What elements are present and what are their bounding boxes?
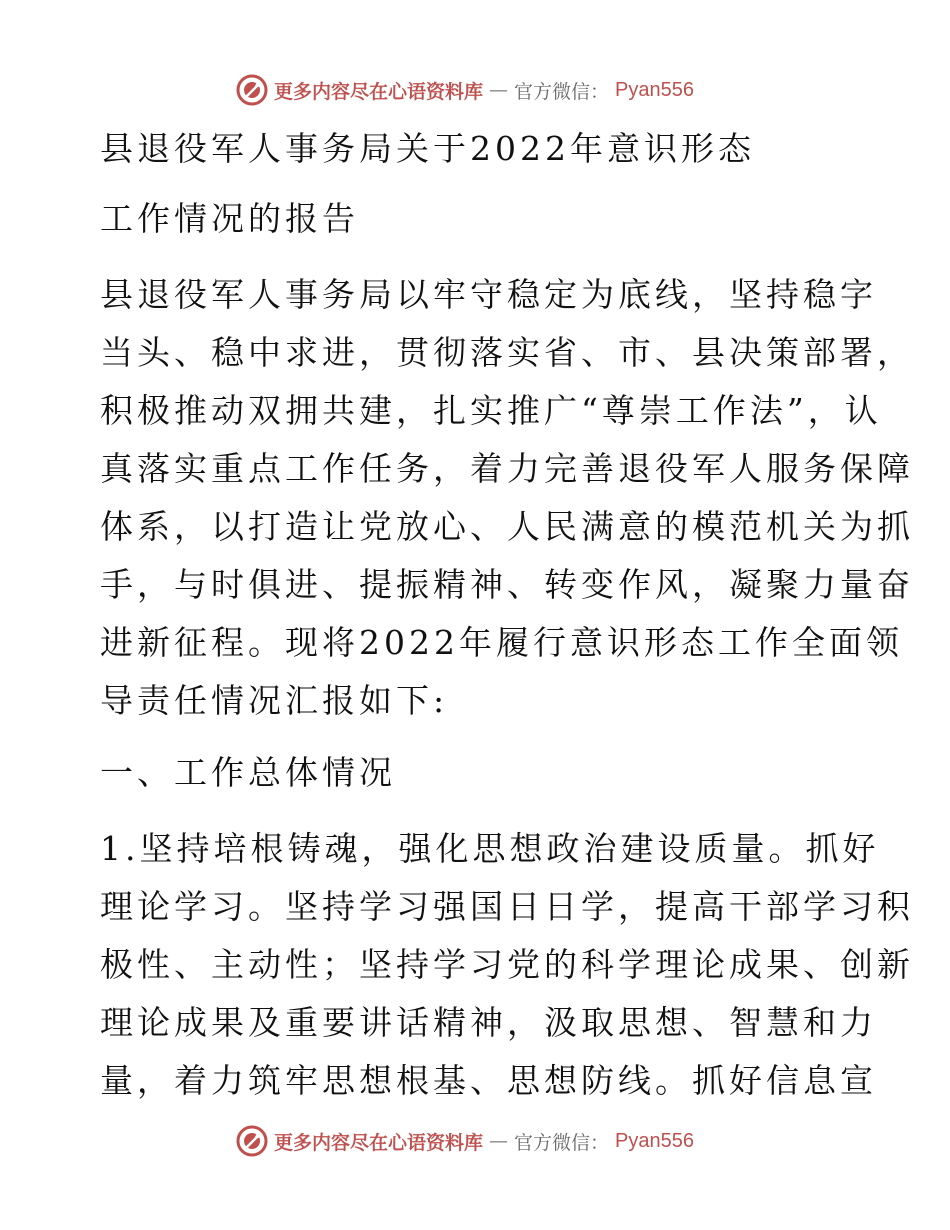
body-line-2: 当头、稳中求进，贯彻落实省、市、县决策部署， (100, 333, 914, 372)
watermark-official-label: 官方微信： (514, 80, 610, 103)
section-line-4: 理论成果及重要讲话精神，汲取思想、智慧和力 (100, 1003, 877, 1042)
footer-watermark (236, 1124, 694, 1158)
body-line-3: 积极推动双拥共建，扎实推广“尊崇工作法”，认 (100, 391, 882, 430)
body-line-8: 导责任情况汇报如下: (100, 681, 449, 720)
section-line-1: 1.坚持培根铸魂，强化思想政治建设质量。抓好 (100, 829, 880, 868)
section-line-5: 量，着力筑牢思想根基、思想防线。抓好信息宣 (100, 1061, 877, 1100)
section-line-3: 极性、主动性；坚持学习党的科学理论成果、创新 (100, 945, 914, 984)
watermark-text: 更多内容尽在心语资料库 (274, 80, 484, 103)
body-line-4: 真落实重点工作任务，着力完善退役军人服务保障 (100, 449, 914, 488)
section-line-2: 理论学习。坚持学习强国日日学，提高干部学习积 (100, 887, 914, 926)
brand-logo-icon (236, 74, 268, 106)
watermark-wechat-id: Pyan556 (615, 1129, 694, 1152)
brand-logo-icon (236, 1125, 268, 1157)
header-watermark (236, 73, 694, 107)
section-heading: 一、工作总体情况 (100, 753, 396, 792)
document-title-line-1: 县退役军人事务局关于2022年意识形态 (100, 129, 755, 168)
watermark-dash: — (489, 1130, 509, 1152)
document-title-line-2: 工作情况的报告 (100, 199, 359, 238)
body-line-1: 县退役军人事务局以牢守稳定为底线，坚持稳字 (100, 275, 877, 314)
watermark-official-label: 官方微信： (514, 1131, 610, 1154)
body-line-5: 体系，以打造让党放心、人民满意的模范机关为抓 (100, 507, 914, 546)
watermark-text: 更多内容尽在心语资料库 (274, 1131, 484, 1154)
watermark-wechat-id: Pyan556 (615, 78, 694, 101)
body-line-6: 手，与时俱进、提振精神、转变作风，凝聚力量奋 (100, 565, 914, 604)
watermark-dash: — (489, 79, 509, 101)
body-line-7: 进新征程。现将2022年履行意识形态工作全面领 (100, 623, 903, 662)
